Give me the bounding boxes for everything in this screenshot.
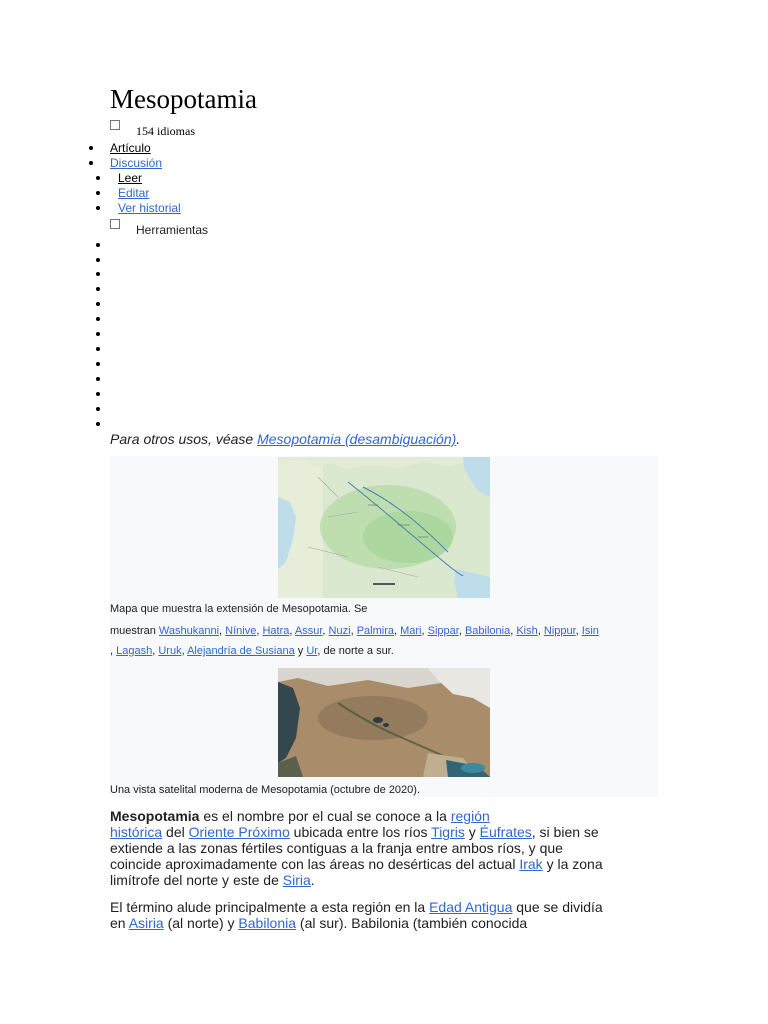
bullet bbox=[89, 161, 93, 165]
hatnote-prefix: Para otros usos, véase bbox=[110, 431, 258, 447]
place-link[interactable]: Nippur bbox=[543, 625, 576, 637]
empty-list-item bbox=[96, 243, 100, 247]
place-link[interactable]: Assur bbox=[294, 625, 323, 637]
text: en bbox=[110, 915, 129, 931]
map-caption-line1: Mapa que muestra la extensión de Mesopotamia. Se bbox=[110, 603, 368, 615]
babylon-link[interactable]: Babilonia bbox=[238, 915, 297, 931]
tigris-link[interactable]: Tigris bbox=[431, 824, 465, 840]
region-link[interactable]: histórica bbox=[110, 824, 163, 840]
place-link[interactable]: Nuzi bbox=[328, 625, 351, 637]
map-caption-prefix: muestran bbox=[110, 625, 159, 637]
text-line bbox=[110, 915, 658, 931]
map-image[interactable] bbox=[278, 457, 490, 598]
text: . bbox=[310, 872, 315, 888]
empty-list-item bbox=[96, 422, 100, 426]
text-line bbox=[110, 808, 658, 824]
language-checkbox[interactable] bbox=[110, 120, 120, 130]
empty-list-item bbox=[96, 407, 100, 411]
place-link[interactable]: Palmira bbox=[356, 625, 394, 637]
page-title: Mesopotamia bbox=[110, 84, 257, 114]
satellite-caption: Una vista satelital moderna de Mesopotamia (octubre de 2020). bbox=[110, 784, 421, 796]
caption-and: y bbox=[294, 645, 307, 657]
text: ubicada entre los ríos bbox=[289, 824, 432, 840]
empty-list-item bbox=[96, 272, 100, 276]
text: El término alude principalmente a esta región en la bbox=[110, 899, 430, 915]
place-link[interactable]: Babilonia bbox=[464, 625, 511, 637]
place-link[interactable]: Kish bbox=[516, 625, 538, 637]
text-line bbox=[110, 824, 658, 840]
text-line bbox=[110, 899, 658, 915]
text: , si bien se bbox=[531, 824, 599, 840]
empty-list-item bbox=[96, 302, 100, 306]
text: es el nombre por el cual se conoce a la bbox=[199, 808, 451, 824]
language-selector[interactable] bbox=[110, 120, 230, 136]
near-east-link[interactable]: Oriente Próximo bbox=[188, 824, 290, 840]
languages-count[interactable]: 154 idiomas bbox=[136, 124, 195, 138]
place-link[interactable]: Ur bbox=[306, 645, 318, 657]
satellite-image[interactable] bbox=[278, 668, 490, 777]
empty-list-item bbox=[96, 258, 100, 262]
text: que se dividía bbox=[512, 899, 603, 915]
bullet bbox=[96, 206, 100, 210]
place-link[interactable]: Washukanni bbox=[158, 625, 220, 637]
text: del bbox=[162, 824, 189, 840]
tools-label[interactable]: Herramientas bbox=[136, 223, 209, 237]
text: (al sur). Babilonia (también conocida bbox=[296, 915, 528, 931]
place-link[interactable]: Alejandría de Susiana bbox=[187, 645, 295, 657]
bold-term: Mesopotamia bbox=[110, 808, 200, 824]
bullet bbox=[89, 146, 93, 150]
caption-suffix: , de norte a sur. bbox=[317, 645, 394, 657]
place-link[interactable]: Hatra bbox=[262, 625, 290, 637]
intro-paragraph bbox=[110, 808, 658, 888]
disambiguation-link[interactable]: Mesopotamia (desambiguación) bbox=[257, 431, 457, 447]
empty-list-item bbox=[96, 287, 100, 291]
tab-edit[interactable]: Editar bbox=[118, 186, 150, 200]
tools-menu[interactable] bbox=[110, 219, 230, 235]
tab-discussion[interactable]: Discusión bbox=[110, 156, 163, 170]
text-line: extiende a las zonas fértiles contiguas a la franja entre ambos ríos, y que bbox=[110, 840, 563, 856]
hatnote-suffix: . bbox=[456, 431, 461, 447]
euphrates-link[interactable]: Éufrates bbox=[479, 824, 532, 840]
empty-list-item bbox=[96, 347, 100, 351]
text-line bbox=[110, 872, 658, 888]
text: (al norte) y bbox=[163, 915, 239, 931]
map-caption-line2: muestran Washukanni, Nínive, Hatra, Assur, Nuzi, Palmira, Mari, Sippar, Babilonia, Kish, Nippur, Isin bbox=[110, 625, 599, 637]
iraq-link[interactable]: Irak bbox=[519, 856, 543, 872]
place-link[interactable]: Mari bbox=[400, 625, 422, 637]
place-link[interactable]: Lagash bbox=[116, 645, 153, 657]
tab-read[interactable]: Leer bbox=[118, 171, 143, 185]
place-link[interactable]: Uruk bbox=[158, 645, 182, 657]
bullet bbox=[96, 191, 100, 195]
text: limítrofe del norte y este de bbox=[110, 872, 283, 888]
text: y bbox=[464, 824, 480, 840]
empty-list-item bbox=[96, 362, 100, 366]
map-caption-line3: , Lagash, Uruk, Alejandría de Susiana y Ur, de norte a sur. bbox=[110, 645, 394, 657]
second-paragraph bbox=[110, 899, 658, 931]
region-link[interactable]: región bbox=[450, 808, 490, 824]
place-link[interactable]: Sippar bbox=[427, 625, 459, 637]
empty-list-item bbox=[96, 317, 100, 321]
empty-list-item bbox=[96, 377, 100, 381]
tab-history[interactable]: Ver historial bbox=[118, 201, 181, 215]
place-link[interactable]: Nínive bbox=[225, 625, 257, 637]
text-line bbox=[110, 856, 658, 872]
assyria-link[interactable]: Asiria bbox=[128, 915, 164, 931]
empty-list-item bbox=[96, 332, 100, 336]
text: y la zona bbox=[542, 856, 603, 872]
tab-article[interactable]: Artículo bbox=[110, 141, 151, 155]
empty-list-item bbox=[96, 392, 100, 396]
ancient-age-link[interactable]: Edad Antigua bbox=[429, 899, 513, 915]
place-link[interactable]: Isin bbox=[581, 625, 599, 637]
syria-link[interactable]: Siria bbox=[282, 872, 311, 888]
hatnote bbox=[110, 431, 460, 447]
text: coincide aproximadamente con las áreas no desérticas del actual bbox=[110, 856, 520, 872]
bullet bbox=[96, 176, 100, 180]
tools-checkbox[interactable] bbox=[110, 219, 120, 229]
